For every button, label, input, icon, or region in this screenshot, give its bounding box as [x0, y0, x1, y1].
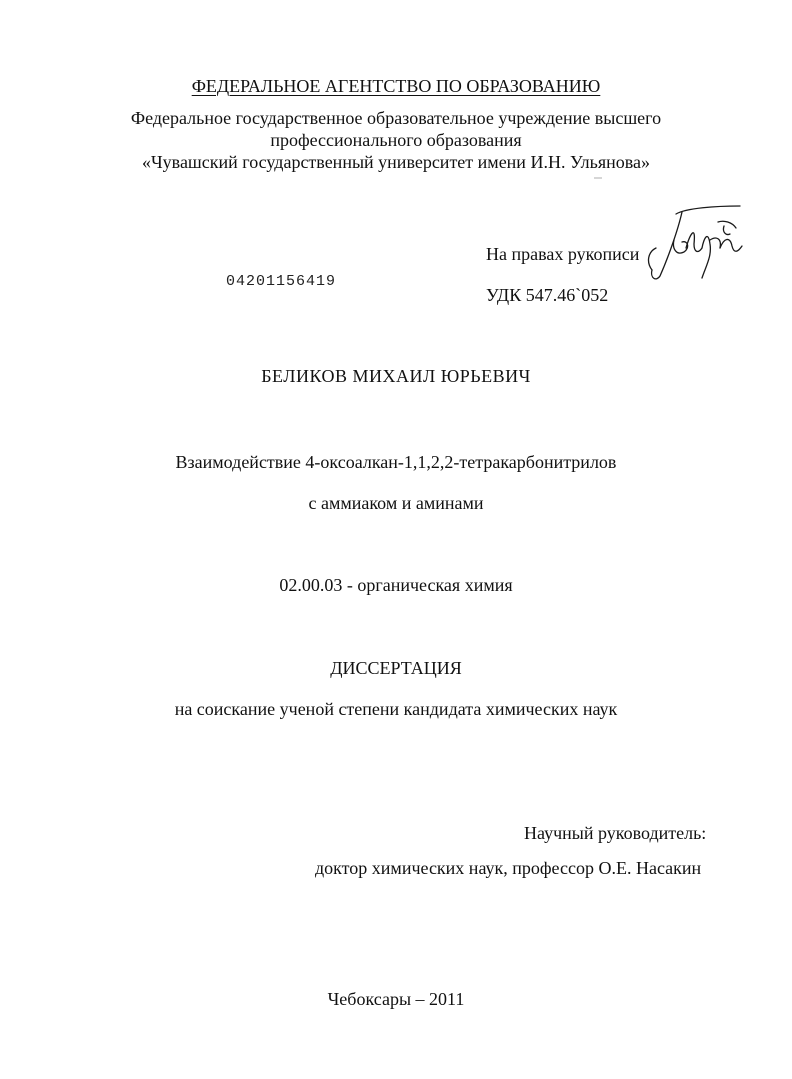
place-year: Чебоксары – 2011 — [327, 989, 465, 1009]
manuscript-right-label: На правах рукописи — [486, 244, 640, 264]
handwritten-signature-icon — [638, 200, 748, 285]
agency-heading: ФЕДЕРАЛЬНОЕ АГЕНТСТВО ПО ОБРАЗОВАНИЮ — [191, 76, 601, 96]
registration-code: 04201156419 — [226, 273, 337, 290]
supervisor-label: Научный руководитель: — [524, 823, 707, 843]
supervisor-name: доктор химических наук, профессор О.Е. Насакин — [315, 858, 702, 878]
udc-code: УДК 547.46`052 — [486, 285, 609, 305]
specialty: 02.00.03 - органическая химия — [279, 575, 513, 595]
thesis-title-line-2: с аммиаком и аминами — [308, 493, 484, 513]
author-name: БЕЛИКОВ МИХАИЛ ЮРЬЕВИЧ — [261, 366, 531, 386]
thesis-title-line-1: Взаимодействие 4-оксоалкан-1,1,2,2-тетракарбонитрилов — [175, 452, 617, 472]
scan-speck — [594, 177, 602, 179]
institution-line-3: «Чувашский государственный университет имени И.Н. Ульянова» — [141, 152, 651, 172]
document-type: ДИССЕРТАЦИЯ — [330, 658, 462, 678]
institution-line-2: профессионального образования — [270, 130, 522, 150]
institution-line-1: Федеральное государственное образовательное учреждение высшего — [130, 108, 662, 128]
degree-statement: на соискание ученой степени кандидата химических наук — [174, 699, 618, 719]
